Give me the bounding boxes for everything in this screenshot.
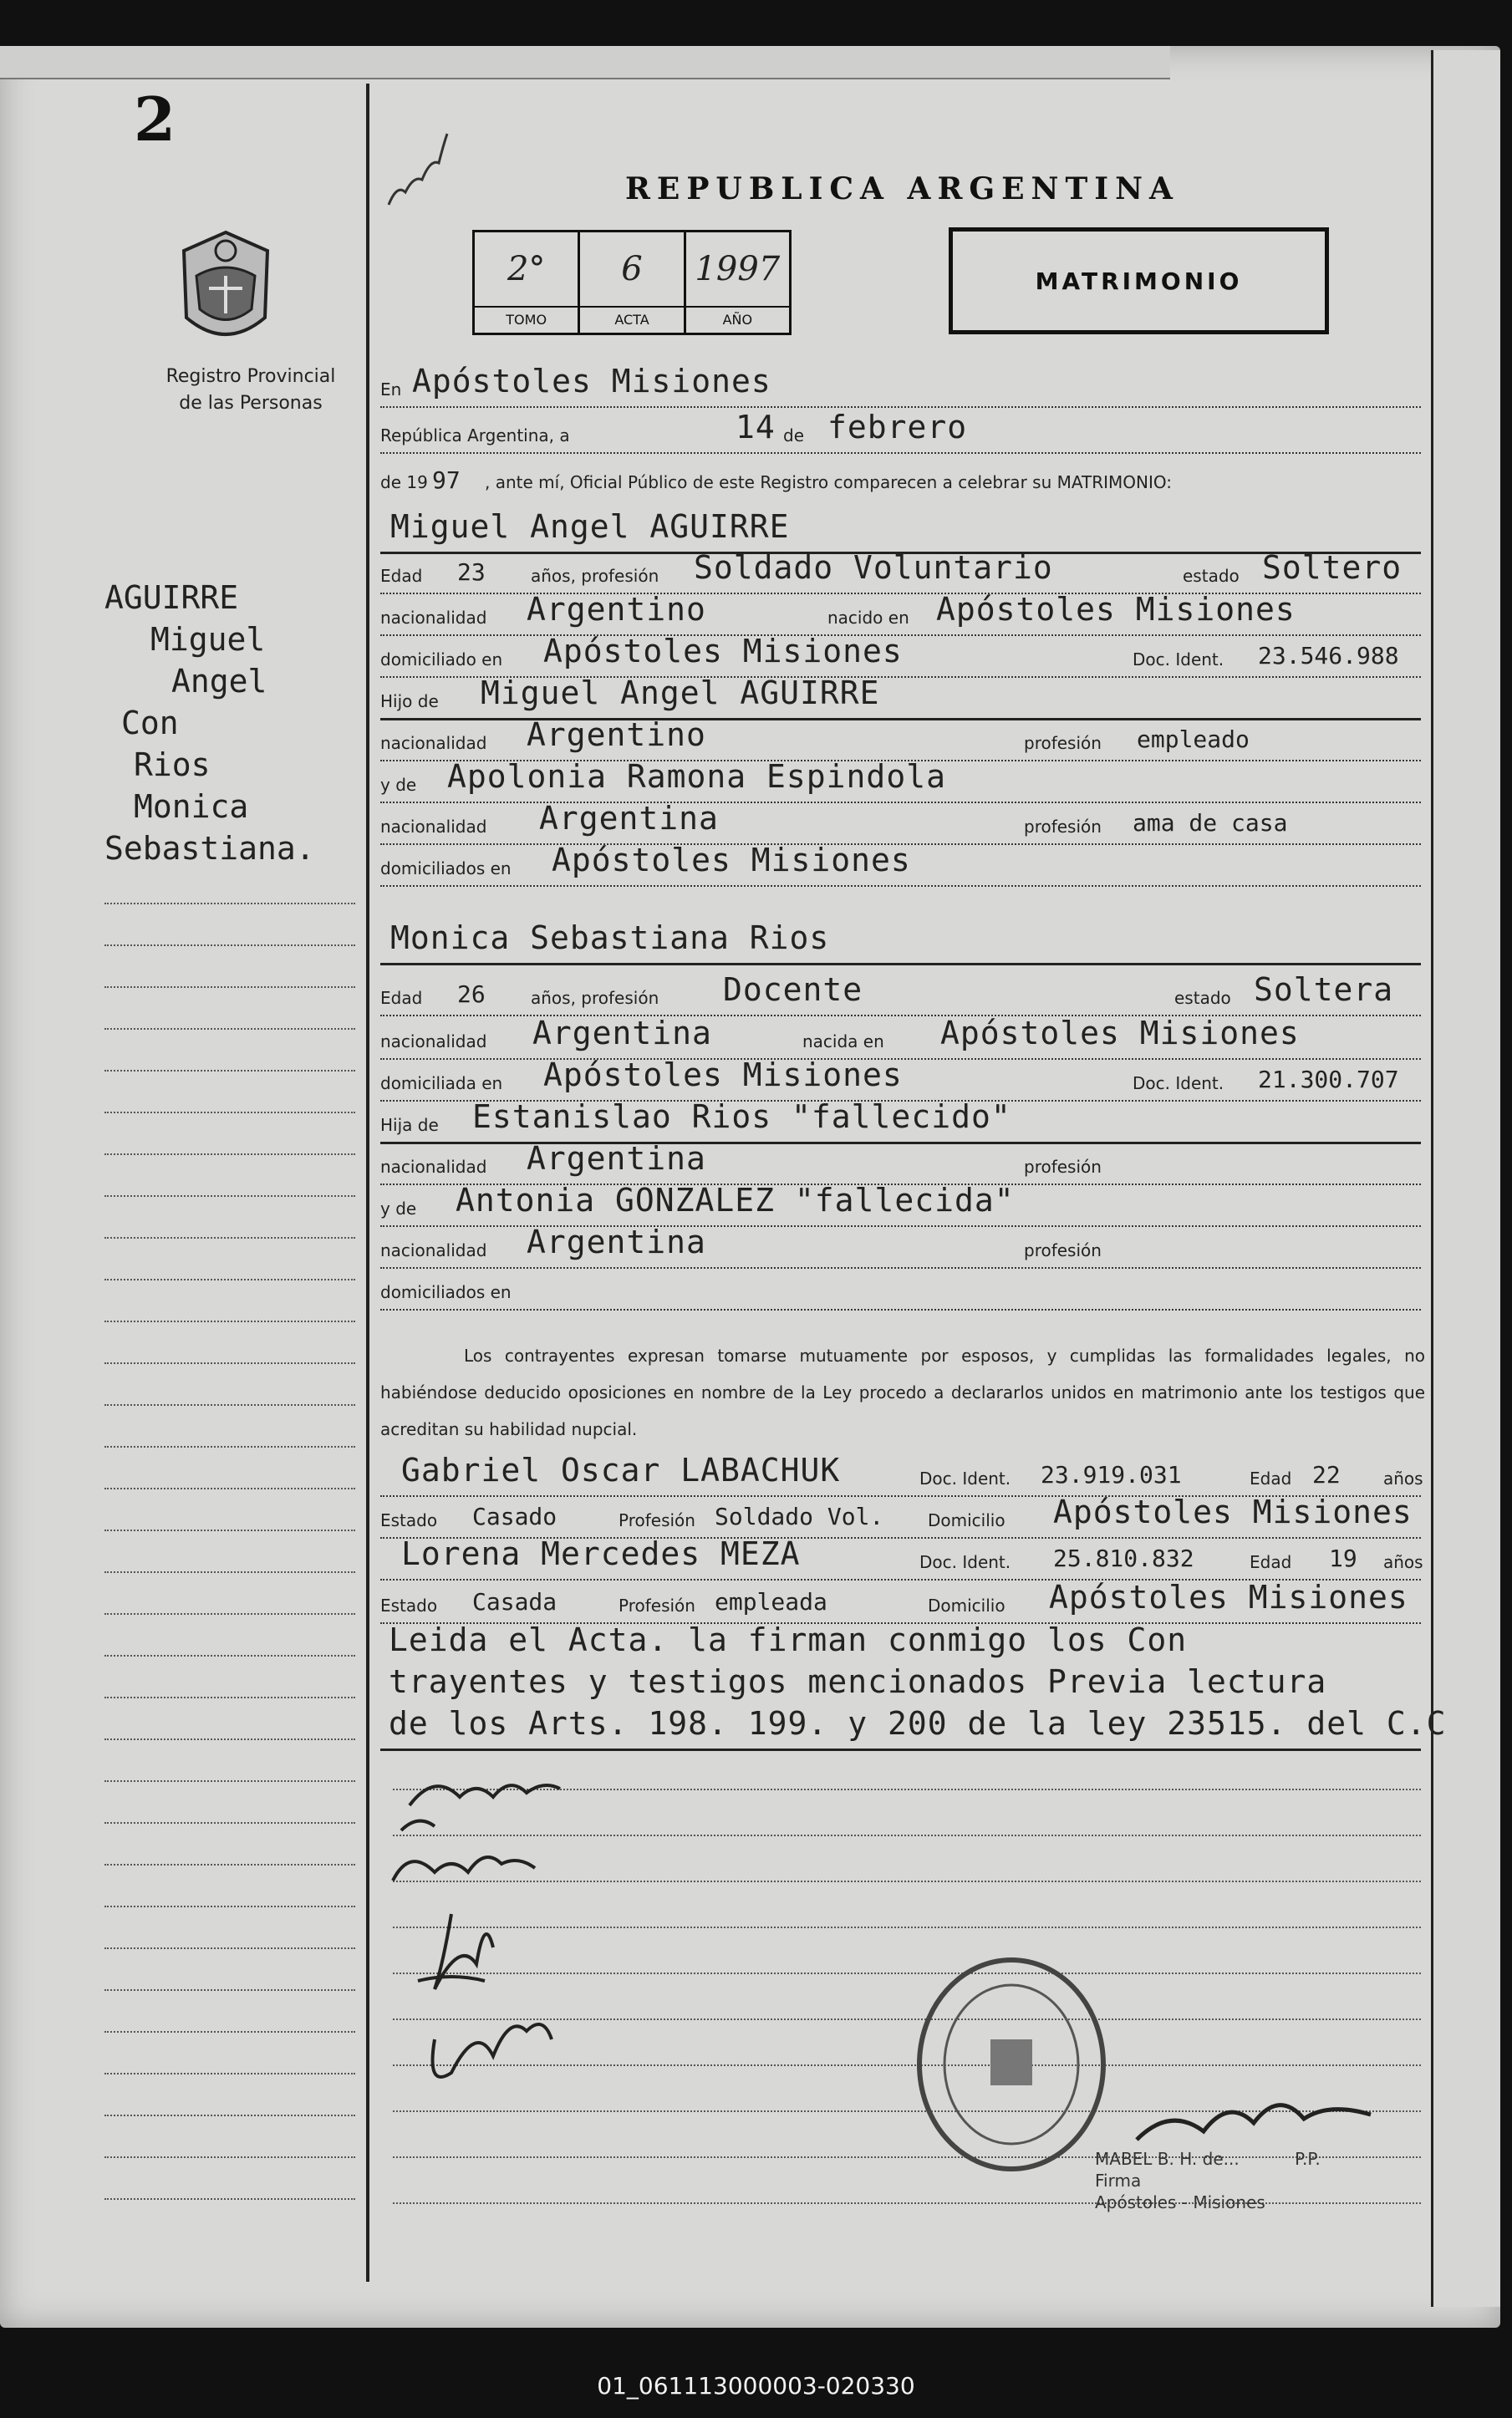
- witness-1-status: Casado: [472, 1503, 557, 1530]
- bride-mother-row: [380, 1182, 1421, 1227]
- groom-status: Soltero: [1262, 549, 1403, 586]
- margin-ruled-line: [104, 2156, 355, 2158]
- margin-ruled-line: [104, 1613, 355, 1615]
- nacionalidad-label: nacionalidad: [380, 1031, 487, 1051]
- edad-label: Edad: [380, 988, 423, 1008]
- profesion-label: profesión: [1024, 1157, 1102, 1177]
- signatures-icon: [384, 1772, 669, 2106]
- closing-line-2: trayentes y testigos mencionados Previa lectura: [389, 1663, 1327, 1700]
- bride-address: Apóstoles Misiones: [543, 1056, 903, 1093]
- edad-label: Edad: [1250, 1552, 1292, 1572]
- footer-code: 01_061113000003-020330: [597, 2372, 915, 2400]
- margin-ruled-line: [104, 1321, 355, 1322]
- nacido-label: nacido en: [827, 608, 909, 628]
- republica-label: República Argentina, a: [380, 425, 570, 445]
- witness-1-details-row: [380, 1494, 1421, 1539]
- intro-line: [380, 464, 1425, 497]
- month-value: febrero: [827, 409, 968, 445]
- witness-1-name: Gabriel Oscar LABACHUK: [401, 1452, 841, 1489]
- margin-ruled-line: [104, 986, 355, 988]
- closing-line: [380, 1663, 1421, 1707]
- witness-1-profession: Soldado Vol.: [715, 1503, 884, 1530]
- bride-name-row: [380, 919, 1421, 965]
- margin-note-line: Con: [121, 705, 179, 741]
- margin-ruled-line: [104, 944, 355, 946]
- bride-mother-nationality: Argentina: [527, 1224, 706, 1260]
- witness-2-status: Casada: [472, 1588, 557, 1616]
- estado-label: Estado: [380, 1510, 438, 1530]
- margin-ruled-line: [104, 1195, 355, 1197]
- official-block: [1095, 2148, 1413, 2213]
- witness-2-name: Lorena Mercedes MEZA: [401, 1535, 801, 1572]
- acta-cell: [580, 232, 685, 333]
- nacionalidad-label: nacionalidad: [380, 1240, 487, 1260]
- anos-label: años: [1383, 1469, 1423, 1489]
- anos-label: años: [1383, 1552, 1423, 1572]
- year-suffix: 97: [432, 466, 461, 494]
- nacionalidad-label: nacionalidad: [380, 1157, 487, 1177]
- margin-ruled-line: [104, 1780, 355, 1782]
- closing-line-1: Leida el Acta. la firman conmigo los Con: [389, 1621, 1188, 1658]
- margin-ruled-line: [104, 1112, 355, 1113]
- intro-text: , ante mí, Oficial Público de este Registro comparecen a celebrar su MATRIMONIO:: [485, 472, 1172, 492]
- official-place: Apóstoles - Misiones: [1095, 2192, 1265, 2212]
- groom-mother: Apolonia Ramona Espindola: [447, 758, 946, 795]
- bride-status: Soltera: [1254, 971, 1394, 1008]
- margin-ruled-line: [104, 1530, 355, 1531]
- groom-mother-row: [380, 758, 1421, 803]
- groom-birthplace: Apóstoles Misiones: [936, 591, 1296, 628]
- profesion-label: años, profesión: [531, 566, 659, 586]
- margin-ruled-line: [104, 1153, 355, 1155]
- ano-cell: [686, 232, 789, 333]
- margin-ruled-line: [104, 2115, 355, 2116]
- tomo-label: TOMO: [475, 306, 578, 333]
- groom-mother-nationality: Argentina: [539, 800, 719, 837]
- bride-father-nationality: Argentina: [527, 1140, 706, 1177]
- year-prefix: de 19: [380, 472, 428, 492]
- margin-ruled-line: [104, 1822, 355, 1824]
- date-row: [380, 409, 1421, 454]
- margin-note-line: Angel: [171, 663, 267, 700]
- witness-1-doc: 23.919.031: [1041, 1461, 1182, 1489]
- domicilio-label: domiciliado en: [380, 649, 503, 669]
- domiciliados-label: domiciliados en: [380, 1282, 512, 1302]
- margin-ruled-line: [104, 1070, 355, 1072]
- place-value: Apóstoles Misiones: [412, 363, 771, 400]
- profesion-label: años, profesión: [531, 988, 659, 1008]
- margin-ruled-line: [104, 1446, 355, 1448]
- margin-ruled-line: [104, 1488, 355, 1489]
- page-binding-edge: [1431, 50, 1500, 2307]
- groom-nationality-row: [380, 591, 1421, 636]
- groom-father-nationality: Argentino: [527, 716, 706, 753]
- groom-address-row: [380, 633, 1421, 678]
- margin-ruled-line: [104, 2198, 355, 2200]
- act-type-box: MATRIMONIO: [949, 227, 1329, 334]
- doc-label: Doc. Ident.: [1133, 1073, 1224, 1093]
- country-title: REPUBLICA ARGENTINA: [625, 171, 1179, 206]
- profesion-label: profesión: [1024, 817, 1102, 837]
- groom-parents-address-row: [380, 842, 1421, 887]
- margin-ruled-line: [104, 1237, 355, 1239]
- groom-age: 23: [457, 558, 486, 586]
- profesion-label: profesión: [1024, 1240, 1102, 1260]
- witness-1-age: 22: [1312, 1461, 1341, 1489]
- closing-line-3: de los Arts. 198. 199. y 200 de la ley 23515. del C.C: [389, 1705, 1447, 1742]
- groom-parents-address: Apóstoles Misiones: [552, 842, 911, 878]
- bride-nationality-row: [380, 1015, 1421, 1060]
- margin-ruled-line: [104, 1571, 355, 1573]
- bride-birthplace: Apóstoles Misiones: [940, 1015, 1300, 1051]
- tomo-acta-box: [472, 230, 792, 335]
- closing-line: [380, 1705, 1447, 1751]
- yde-label: y de: [380, 1199, 417, 1219]
- margin-note-line: Miguel: [150, 621, 266, 658]
- handwritten-mark: [380, 125, 456, 217]
- provincial-seal-icon: [171, 226, 280, 351]
- doc-label: Doc. Ident.: [919, 1469, 1011, 1489]
- margin-ruled-line: [104, 1738, 355, 1740]
- tomo-value: 2°: [507, 250, 546, 288]
- bride-doc: 21.300.707: [1258, 1066, 1399, 1093]
- bride-mother-details-row: [380, 1224, 1421, 1269]
- estado-label: estado: [1174, 988, 1231, 1008]
- margin-ruled-line: [104, 1404, 355, 1406]
- bride-age: 26: [457, 980, 486, 1008]
- groom-father-row: [380, 674, 1421, 720]
- edad-label: Edad: [1250, 1469, 1292, 1489]
- doc-label: Doc. Ident.: [919, 1552, 1011, 1572]
- margin-ruled-line: [104, 2073, 355, 2074]
- margin-note-line: Monica: [134, 788, 249, 825]
- official-firma: Firma: [1095, 2171, 1142, 2191]
- doc-label: Doc. Ident.: [1133, 649, 1224, 669]
- en-label: En: [380, 379, 402, 400]
- hija-label: Hija de: [380, 1115, 439, 1135]
- margin-note-line: Rios: [134, 746, 211, 783]
- domicilio-label: domiciliada en: [380, 1073, 503, 1093]
- profesion-label: profesión: [1024, 733, 1102, 753]
- witness-2-details-row: [380, 1579, 1421, 1624]
- registry-label: [125, 364, 376, 417]
- ano-label: AÑO: [686, 306, 789, 333]
- acta-label: ACTA: [580, 306, 683, 333]
- groom-age-row: [380, 549, 1421, 594]
- hijo-label: Hijo de: [380, 691, 439, 711]
- place-row: [380, 363, 1421, 408]
- nacionalidad-label: nacionalidad: [380, 733, 487, 753]
- witness-2-doc: 25.810.832: [1053, 1545, 1194, 1572]
- nacionalidad-label: nacionalidad: [380, 608, 487, 628]
- bride-father: Estanislao Rios "fallecido": [472, 1098, 1011, 1135]
- margin-ruled-line: [104, 1697, 355, 1698]
- official-stamp-icon: [911, 1952, 1112, 2177]
- bride-father-row: [380, 1098, 1421, 1144]
- profesion-label: Profesión: [619, 1510, 695, 1530]
- witness-1-row: [380, 1452, 1423, 1497]
- registry-label-line: de las Personas: [179, 393, 323, 414]
- previous-page-edge: [0, 46, 1170, 79]
- nacionalidad-label: nacionalidad: [380, 817, 487, 837]
- margin-ruled-line: [104, 1655, 355, 1657]
- bride-nationality: Argentina: [532, 1015, 712, 1051]
- ano-value: 1997: [695, 250, 781, 288]
- closing-line: [380, 1621, 1421, 1665]
- declaration-text: Los contrayentes expresan tomarse mutuamente por esposos, y cumplidas las formalidades legales, no habiéndose deducido oposiciones en nombre de la Ley procedo a declararlos unidos en matrimonio ante los testigos que acreditan su habilidad nupcial.: [380, 1346, 1425, 1439]
- groom-father: Miguel Angel AGUIRRE: [481, 674, 880, 711]
- margin-ruled-line: [104, 1028, 355, 1030]
- margin-ruled-line: [104, 2031, 355, 2033]
- bride-mother: Antonia GONZALEZ "fallecida": [456, 1182, 1015, 1219]
- groom-father-details-row: [380, 716, 1421, 761]
- page-number: 2: [134, 84, 176, 155]
- margin-note-line: Sebastiana.: [104, 830, 315, 867]
- groom-mother-profession: ama de casa: [1133, 809, 1288, 837]
- bride-profession: Docente: [723, 971, 863, 1008]
- domicilio-label: Domicilio: [928, 1596, 1005, 1616]
- registry-label-line: Registro Provincial: [165, 366, 336, 387]
- margin-ruled-line: [104, 1989, 355, 1991]
- groom-name: Miguel Angel AGUIRRE: [390, 508, 790, 545]
- day-value: 14: [736, 409, 776, 445]
- margin-note-line: AGUIRRE: [104, 579, 239, 616]
- groom-mother-details-row: [380, 800, 1421, 845]
- tomo-cell: [475, 232, 580, 333]
- edad-label: Edad: [380, 566, 423, 586]
- witness-1-address: Apóstoles Misiones: [1053, 1494, 1413, 1530]
- domicilio-label: Domicilio: [928, 1510, 1005, 1530]
- margin-ruled-line: [104, 1864, 355, 1866]
- bride-age-row: [380, 971, 1421, 1016]
- margin-ruled-line: [104, 1906, 355, 1907]
- estado-label: estado: [1183, 566, 1240, 586]
- bride-parents-address-row: [380, 1272, 1421, 1311]
- margin-ruled-line: [104, 1947, 355, 1949]
- acta-value: 6: [621, 250, 643, 288]
- official-name: MABEL B. H. de... P.P.: [1095, 2149, 1321, 2169]
- groom-address: Apóstoles Misiones: [543, 633, 903, 669]
- witness-2-address: Apóstoles Misiones: [1049, 1579, 1408, 1616]
- witness-2-profession: empleada: [715, 1588, 827, 1616]
- groom-profession: Soldado Voluntario: [694, 549, 1053, 586]
- groom-doc: 23.546.988: [1258, 642, 1399, 669]
- margin-ruled-line: [104, 1279, 355, 1280]
- de-label: de: [783, 425, 804, 445]
- profesion-label: Profesión: [619, 1596, 695, 1616]
- groom-father-profession: empleado: [1137, 725, 1250, 753]
- bride-father-details-row: [380, 1140, 1421, 1185]
- bride-address-row: [380, 1056, 1421, 1102]
- domiciliados-label: domiciliados en: [380, 858, 512, 878]
- margin-note: [104, 577, 364, 869]
- margin-ruled-line: [104, 903, 355, 904]
- groom-nationality: Argentino: [527, 591, 706, 628]
- witness-2-row: [380, 1535, 1423, 1581]
- bride-name: Monica Sebastiana Rios: [390, 919, 830, 956]
- estado-label: Estado: [380, 1596, 438, 1616]
- groom-name-row: [380, 508, 1421, 554]
- nacida-label: nacida en: [802, 1031, 884, 1051]
- margin-ruled-line: [104, 1362, 355, 1364]
- yde-label: y de: [380, 775, 417, 795]
- witness-2-age: 19: [1329, 1545, 1357, 1572]
